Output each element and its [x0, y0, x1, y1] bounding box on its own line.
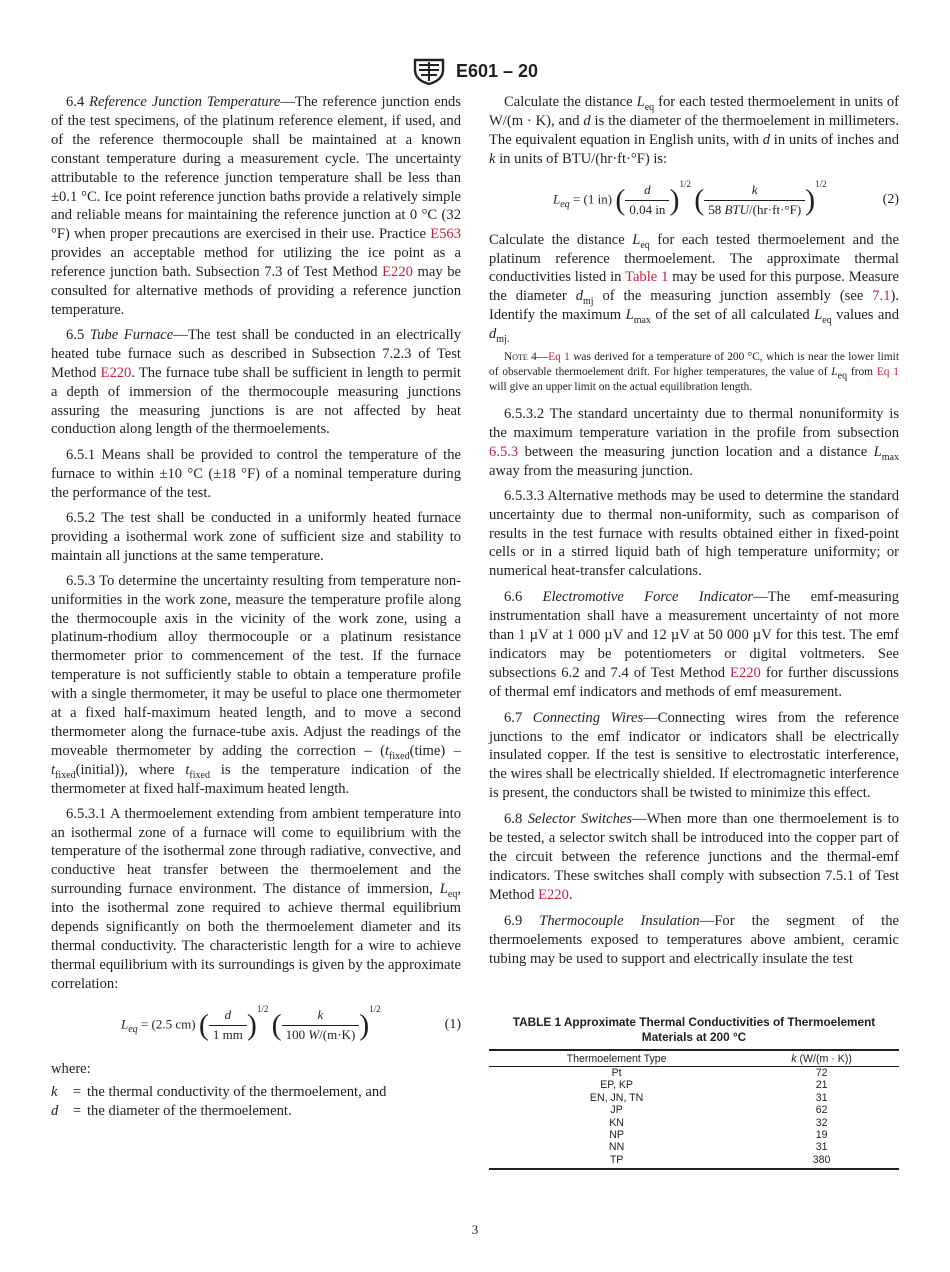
definition-k: k = the thermal conductivity of the thermoelement, and [51, 1083, 387, 1100]
astm-logo-icon [412, 56, 446, 86]
table-row: EP, KP 21 [600, 1079, 828, 1092]
table-1 [489, 1015, 899, 1170]
section-6-5-3-2: 6.5.3.2 The standard uncertainty due to thermal nonuniformity is the maximum temperature variation in the profile from subsection 6.5.3 between the measuring junction location and a distance $L_{max}$ away from the measuring junction. [489, 406, 899, 479]
section-6-6: 6.6 Electromotive Force Indicator—The emf-measuring instrumentation shall have a measurement uncertainty of not more than 1 µV at 1 000 µV and 12 µV at 50 000 µV for this test. The emf indicators may be potentiometers or digital voltmeters. See subsections 6.2 and 7.4 of Test Method E220 for further discussions of thermal emf indicators and methods of emf measurement. [489, 589, 899, 700]
table-row: Pt 72 [611, 1067, 828, 1079]
table-row: NN 31 [608, 1141, 828, 1154]
section-6-5: 6.5 Tube Furnace—The test shall be conducted in an electrically heated tube furnace such as described in Subsection 7.2.3 of Test Method E220. The furnace tube shall be sufficient in length to permit a depth of immersion of the thermocouple measuring junctions assuring the measuring junctions is are not affected by heat conduction along length of the thermoelements. [51, 326, 461, 438]
table-row: TP 380 [489, 1154, 899, 1169]
equation-2: $L_{eq} = (1$ in) ( $\frac{d}{0.04 in}$ )$^{1/2}$ ( $\frac{k}{\text{58 BTU/(hr·ft·°F)}}$ )$^{1/2}$ (2) [553, 178, 899, 217]
column-header-k: k (W/(m · K)) [744, 1050, 899, 1067]
calc-paragraph-1: Calculate the distance $L_{eq}$ for each tested thermoelement in units of W/(m · K), and d is the diameter of the thermoelement in millimeters. The equivalent equation in English units, with d in units of inches and k in units of BTU/(hr·ft·°F) is: [489, 94, 899, 167]
link-eq-1[interactable]: Eq 1 [876, 366, 899, 379]
link-6-5-3[interactable]: 6.5.3 [489, 443, 519, 460]
page-number: 3 [471, 1222, 479, 1237]
table-row: JP 62 [610, 1104, 828, 1117]
section-6-8: 6.8 Selector Switches—When more than one thermoelement is to be tested, a selector switch shall be introduced into the copper part of the circuit between the reference junctions and the thermal-emf indicators. These switches shall comply with subsection 7.5.1 of Test Method E220. [489, 811, 899, 903]
calc-paragraph-2: Calculate the distance $L_{eq}$ for each tested thermoelement and the platinum reference thermoelement. The approximate thermal conductivities listed in Table 1 may be used for this purpose. Measure the diameter $d_{mj}$ of the measuring junction assembly (see 7.1). Identify the maximum $L_{max}$ of the set of all calculated $L_{eq}$ values and $d_{mj.}$ [489, 231, 900, 346]
link-e220[interactable]: E220 [100, 364, 132, 381]
section-6-5-3-1: 6.5.3.1 A thermoelement extending from ambient temperature into an isothermal zone of a furnace will come to equilibrium with the temperature of the isothermal zone through radiative, convective, and conductive heat transfer between the thermoelement and the surrounding furnace environment. The distance of immersion, $L_{eq}$, into the isothermal zone required to achieve thermal equilibrium depends significantly on both the thermoelement diameter and its thermal conductivity. The characteristic length for a wire to achieve thermal equilibrium with its surroundings is given by the approximate correlation: [51, 805, 461, 992]
conductivity-table [489, 1049, 899, 1170]
page-header [0, 56, 950, 86]
section-6-5-3: 6.5.3 To determine the uncertainty resulting from temperature non-uniformities in the work zone, measure the temperature profile along the thermocouple axis in the vicinity of the work zone, using a platinum-rhodium alloy thermocouple or a platinum resistance thermometer prior to commencement of the test. If the furnace temperature is not sufficiently stable to obtain a temperature profile with a single thermometer, it may be useful to place one thermometer at a fixed half-maximum heated length, and to move a second thermometer along the furnace-tube axis. Adjust the readings of the moveable thermometer by adding the correction – ($t_{fixed}(time)$ – $t_{fixed}(initial)$), where $t_{fixed}$ is the temperature indication of the thermometer at fixed half-maximum heated length. [51, 572, 461, 797]
section-6-4: 6.4 Reference Junction Temperature—The reference junction ends of the test specimens, of the platinum reference element, if used, and of the reference thermocouple shall be maintained at a known constant temperature during a measurement cycle. The uncertainty attributable to the reference junction temperature shall be less than ±0.1 °C. Ice point reference junction baths provide a relatively simple and reliable means for maintaining the reference junction at 0 °C (32 °F) when proper precautions are exercised in their use. Practice E563 provides an acceptable method for utilizing the ice point as a reference junction bath. Subsection 7.3 of Test Method E220 may be consulted for alternative methods of providing a reference junction temperature. [51, 94, 461, 318]
equation-number: (2) [882, 191, 899, 207]
table-caption: TABLE 1 Approximate Thermal Conductivities of Thermoelement Materials at 200 °C [512, 1015, 876, 1044]
section-6-5-2: 6.5.2 The test shall be conducted in a uniformly heated furnace providing a isothermal work zone of sufficient size and stability to maintain all junctions at the same temperature. [51, 510, 461, 564]
section-6-7: 6.7 Connecting Wires—Connecting wires from the reference junctions to the emf indicator or indicators shall be electrically insulated copper. If the test is sensitive to electrostatic interference, the wires shall be electrically shielded. If electromagnetic interference is present, the conductors shall be twisted to minimize this effect. [489, 709, 899, 802]
table-header-row [489, 1050, 899, 1067]
link-e563[interactable]: E563 [430, 226, 461, 243]
link-table-1[interactable]: Table 1 [625, 269, 669, 286]
right-column [489, 93, 899, 974]
left-column [51, 93, 461, 1120]
link-e220[interactable]: E220 [730, 664, 761, 681]
table-row: EN, JN, TN 31 [589, 1091, 828, 1104]
column-header-type: Thermoelement Type [489, 1050, 744, 1067]
equation-1: $L_{eq} = (2.5$ cm) ( $\frac{d}{1 mm}$ )$^{1/2}$ ( $\frac{k}{100 W/(m\cdot K)}$ )$^{1/2}$ (1) [121, 1003, 461, 1042]
equation-number: (1) [444, 1016, 461, 1032]
link-eq-1[interactable]: Eq 1 [548, 351, 570, 364]
link-7-1[interactable]: 7.1 [872, 288, 891, 305]
section-6-5-3-3: 6.5.3.3 Alternative methods may be used to determine the standard uncertainty due to thermal non-uniformity, such as comparison of results in the test furnace with results obtained either in fixed-point cells or in a stirred liquid bath of high temperature uniformity; or numerical heat-transfer calculations. [489, 487, 899, 580]
document-designation: E601 – 20 [455, 60, 539, 81]
table-row: NP 19 [609, 1129, 828, 1142]
section-6-9: 6.9 Thermocouple Insulation—For the segment of the thermoelements exposed to temperatures above ambient, ceramic tubing may be used to support and electrically insulate the test [489, 912, 899, 967]
link-e220[interactable]: E220 [382, 264, 413, 281]
link-e220[interactable]: E220 [538, 886, 569, 903]
section-6-5-1: 6.5.1 Means shall be provided to control the temperature of the furnace to within ±10 °C (±18 °F) of a nominal temperature during the performance of the test. [51, 447, 461, 502]
where-label: where: [51, 1060, 91, 1077]
note-4: Note 4—Eq 1 was derived for a temperature of 200 °C, which is near the lower limit of observable thermoelement drift. For higher temperatures, the value of $L_{eq}$ from Eq 1 will give an upper limit on the actual equilibration length. [489, 351, 899, 394]
table-row: KN 32 [609, 1116, 828, 1129]
definition-d: d = the diameter of the thermoelement. [51, 1102, 292, 1119]
